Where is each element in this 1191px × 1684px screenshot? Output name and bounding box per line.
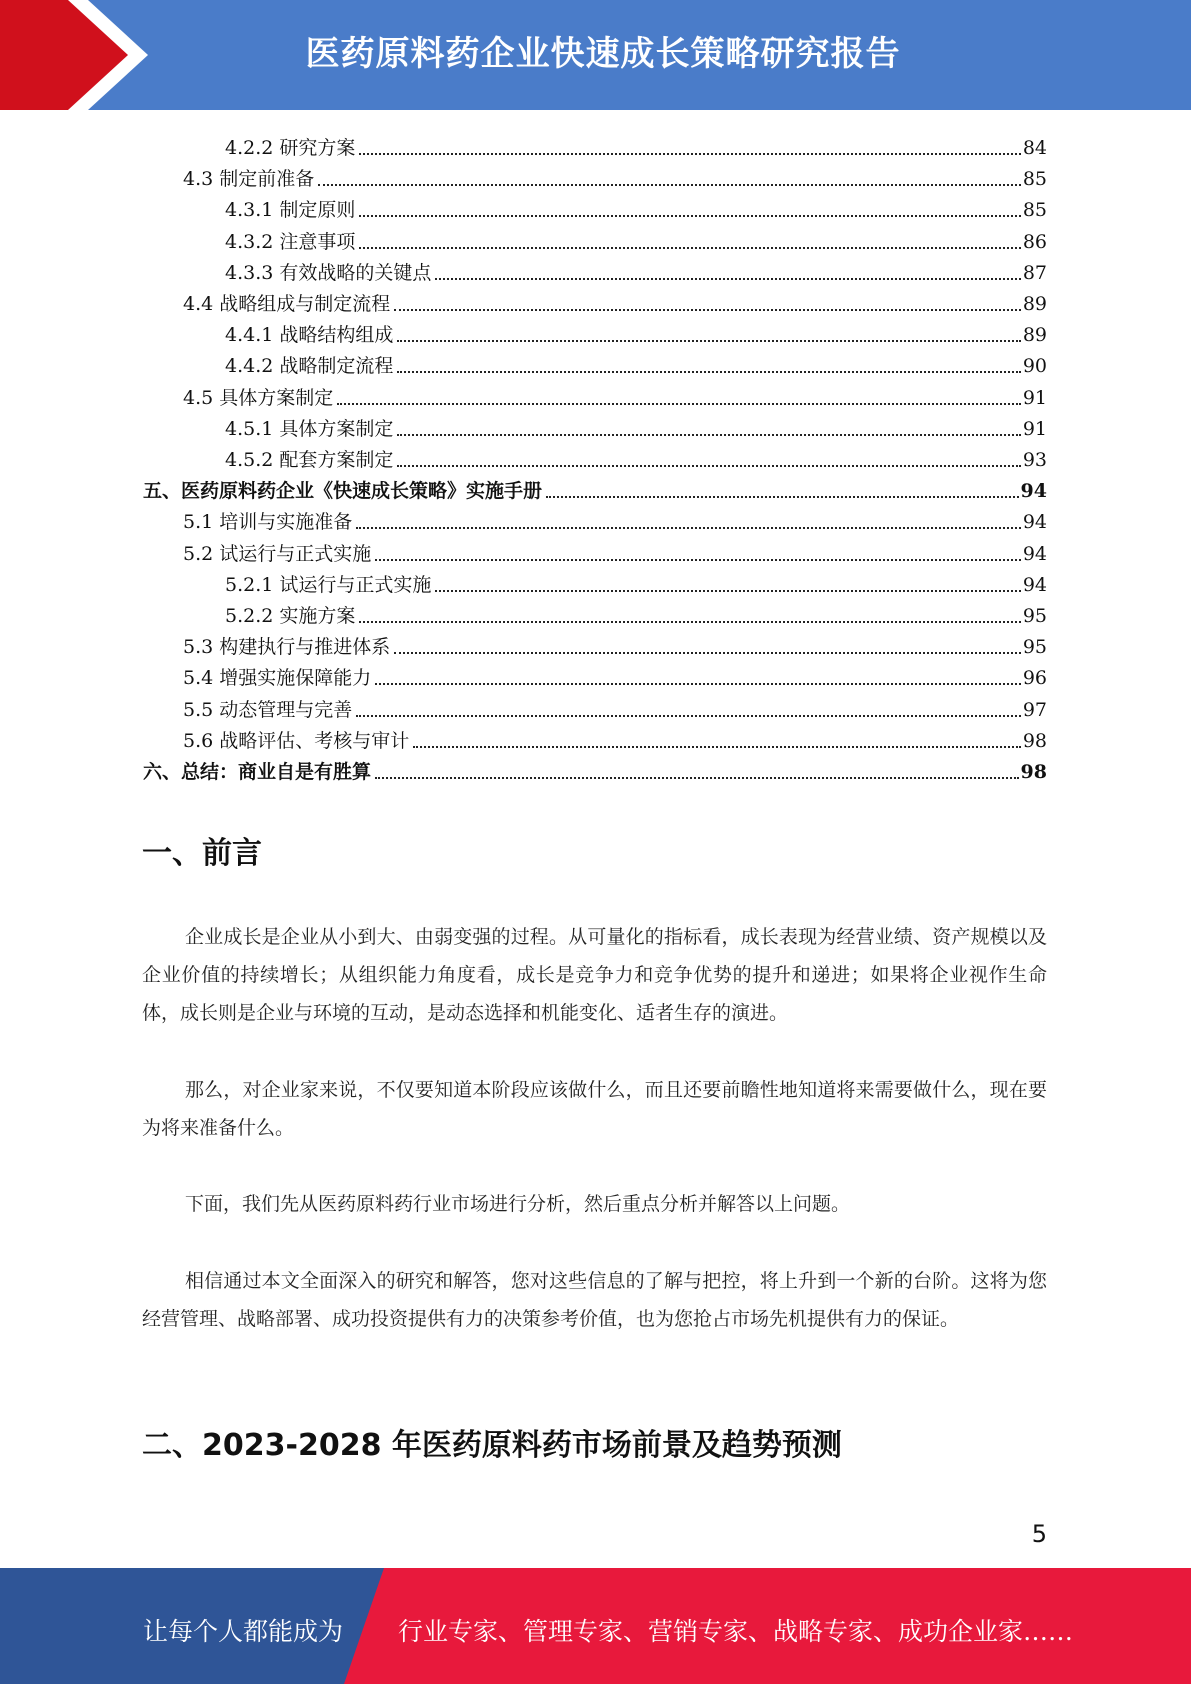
paragraph: 那么，对企业家来说，不仅要知道本阶段应该做什么，而且还要前瞻性地知道将来需要做什么，现在要为将来准备什么。 (142, 1079, 1047, 1139)
toc-dot-leader (397, 371, 1020, 373)
toc-entry-page: 85 (1022, 199, 1047, 222)
toc-dot-leader (337, 403, 1021, 405)
toc-entry-page: 96 (1022, 667, 1047, 690)
toc-dot-leader (359, 621, 1020, 623)
toc-entry[interactable] (183, 690, 1047, 721)
toc-entry[interactable] (225, 565, 1047, 596)
toc-dot-leader (356, 527, 1021, 529)
toc-entry[interactable] (225, 222, 1047, 253)
toc-entry-title: 4.5 具体方案制定 (183, 386, 334, 409)
toc-entry-title: 5.1 培训与实施准备 (183, 511, 353, 534)
toc-entry[interactable] (183, 378, 1047, 409)
toc-entry-title: 5.4 增强实施保障能力 (183, 667, 372, 690)
toc-dot-leader (359, 215, 1020, 217)
toc-entry-title: 4.3.2 注意事项 (225, 230, 356, 253)
toc-entry-title: 5.6 战略评估、考核与审计 (183, 729, 410, 752)
toc-entry-page: 86 (1022, 230, 1047, 253)
toc-dot-leader (359, 247, 1020, 249)
toc-entry[interactable] (183, 627, 1047, 658)
toc-entry[interactable] (143, 752, 1047, 783)
page-header (0, 0, 1191, 110)
toc-entry[interactable] (225, 409, 1047, 440)
toc-dot-leader (375, 683, 1021, 685)
toc-entry[interactable] (183, 159, 1047, 190)
toc-entry-title: 4.5.2 配套方案制定 (225, 449, 394, 471)
toc-dot-leader (435, 590, 1020, 592)
toc-entry-page: 97 (1022, 698, 1047, 721)
toc-entry-page: 94 (1022, 573, 1047, 596)
toc-entry[interactable] (183, 502, 1047, 533)
toc-entry-title: 4.3 制定前准备 (183, 168, 315, 191)
toc-entry[interactable] (225, 128, 1047, 159)
report-title: 医药原料药企业快速成长策略研究报告 (305, 34, 901, 74)
toc-entry-title: 5.2.1 试运行与正式实施 (225, 573, 432, 596)
section-heading-market-forecast: 二、2023-2028 年医药原料药市场前景及趋势预测 (142, 1428, 842, 1463)
toc-entry-page: 94 (1022, 542, 1047, 565)
toc-entry[interactable] (183, 721, 1047, 752)
toc-entry-title: 4.4.2 战略制定流程 (225, 355, 394, 378)
toc-entry[interactable] (143, 471, 1047, 502)
toc-entry[interactable] (183, 534, 1047, 565)
toc-entry-page: 89 (1022, 293, 1047, 315)
toc-entry[interactable] (183, 658, 1047, 689)
toc-dot-leader (359, 153, 1020, 155)
toc-dot-leader (394, 652, 1021, 654)
toc-dot-leader (356, 715, 1021, 717)
toc-entry-page: 98 (1022, 729, 1047, 752)
toc-entry-title: 5.5 动态管理与完善 (183, 698, 353, 721)
section-heading-preface: 一、前言 (142, 836, 262, 871)
toc-dot-leader (435, 278, 1020, 280)
toc-dot-leader (397, 340, 1020, 342)
toc-entry-page: 91 (1022, 386, 1047, 409)
paragraph: 相信通过本文全面深入的研究和解答，您对这些信息的了解与把控，将上升到一个新的台阶。这将为您经营管理、战略部署、成功投资提供有力的决策参考价值，也为您抢占市场先机提供有力的保证。 (142, 1270, 1047, 1330)
toc-entry-page: 94 (1020, 480, 1047, 503)
toc-entry-title: 4.3.3 有效战略的关键点 (225, 261, 432, 284)
toc-entry[interactable] (225, 253, 1047, 284)
toc-entry-page: 93 (1022, 449, 1047, 471)
toc-entry[interactable] (183, 284, 1047, 315)
toc-entry-page: 85 (1022, 168, 1047, 191)
toc-entry-title: 5.2 试运行与正式实施 (183, 542, 372, 565)
toc-dot-leader (375, 559, 1021, 561)
page-number: 5 (1031, 1520, 1047, 1548)
toc-dot-leader (394, 309, 1021, 311)
toc-entry-page: 94 (1022, 511, 1047, 534)
toc-entry-page: 98 (1020, 761, 1047, 783)
toc-dot-leader (397, 465, 1020, 467)
toc-entry-page: 89 (1022, 324, 1047, 347)
toc-entry-page: 84 (1022, 137, 1047, 159)
toc-dot-leader (413, 746, 1021, 748)
toc-entry-title: 4.2.2 研究方案 (225, 137, 356, 159)
toc-dot-leader (318, 184, 1021, 186)
toc-entry-title: 5.2.2 实施方案 (225, 605, 356, 627)
toc-dot-leader (546, 496, 1019, 498)
toc-entry-title: 4.4.1 战略结构组成 (225, 324, 394, 347)
toc-entry-title: 五、医药原料药企业《快速成长策略》实施手册 (143, 480, 543, 503)
page-footer (0, 1568, 1191, 1684)
toc-entry-title: 4.5.1 具体方案制定 (225, 417, 394, 440)
toc-entry-title: 4.3.1 制定原则 (225, 199, 356, 222)
toc-entry-title: 六、总结：商业自是有胜算 (143, 761, 372, 783)
toc-entry-page: 87 (1022, 261, 1047, 284)
toc-entry-title: 5.3 构建执行与推进体系 (183, 636, 391, 659)
toc-entry[interactable] (225, 346, 1047, 377)
toc-entry[interactable] (225, 440, 1047, 471)
footer-slogan-left: 让每个人都能成为 (143, 1617, 344, 1646)
toc-entry[interactable] (225, 190, 1047, 221)
toc-entry[interactable] (225, 596, 1047, 627)
toc-entry-page: 95 (1022, 605, 1047, 627)
paragraph: 企业成长是企业从小到大、由弱变强的过程。从可量化的指标看，成长表现为经营业绩、资产规模以及企业价值的持续增长；从组织能力角度看，成长是竞争力和竞争优势的提升和递进；如果将企业视作生命体，成长则是企业与环境的互动，是动态选择和机能变化、适者生存的演进。 (142, 926, 1047, 1024)
toc-dot-leader (397, 434, 1020, 436)
paragraph: 下面，我们先从医药原料药行业市场进行分析，然后重点分析并解答以上问题。 (185, 1193, 851, 1215)
toc-dot-leader (375, 777, 1019, 779)
toc-entry-page: 95 (1022, 636, 1047, 659)
toc-entry-title: 4.4 战略组成与制定流程 (183, 293, 391, 315)
footer-slogan-right: 行业专家、管理专家、营销专家、战略专家、成功企业家…… (398, 1617, 1074, 1646)
toc-entry-page: 91 (1022, 417, 1047, 440)
toc-entry[interactable] (225, 315, 1047, 346)
toc-entry-page: 90 (1022, 355, 1047, 378)
